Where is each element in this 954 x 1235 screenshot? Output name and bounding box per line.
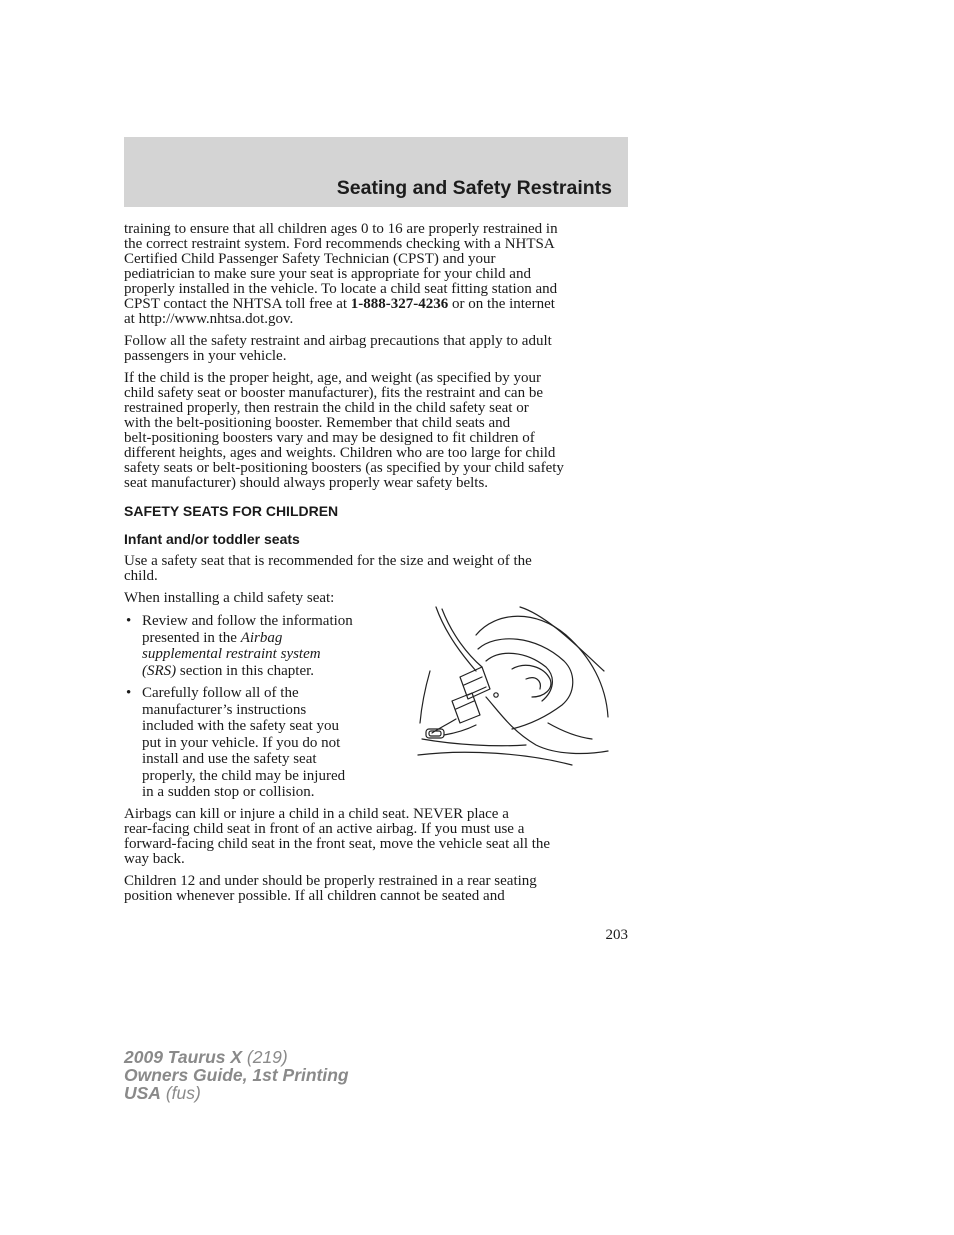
footer-model-name: 2009 Taurus X: [124, 1047, 243, 1067]
bullet-item-manufacturer-instructions: [124, 685, 386, 801]
footer-line-printing: Owners Guide, 1st Printing: [124, 1065, 349, 1085]
section-header-band: [124, 137, 628, 207]
paragraph-proper-restraint: If the child is the proper height, age, and weight (as specified by your child safety seat or booster manufacturer), fits the restraint and can be restrained properly, then restrain the child in the child safety seat or with the belt-positioning booster. Remember that child seats and belt-positioning boosters vary and may be designed to fit children of different heights, ages and weights. Children who are too large for child safety seats or belt-positioning boosters (as specified by your child safety seat manufacturer) should always properly wear safety belts.: [124, 370, 564, 491]
footer-line-market: [124, 1084, 349, 1102]
section-title: Seating and Safety Restraints: [336, 177, 612, 199]
footer-model-code: (219): [242, 1047, 288, 1067]
airbag-section-reference: Airbag supplemental restraint system (SRS): [142, 629, 321, 679]
paragraph-adult-precautions: Follow all the safety restraint and airbag precautions that apply to adult passengers in your vehicle.: [124, 333, 552, 364]
footer-market-code: (fus): [160, 1083, 201, 1103]
bullet-item-review-info: [124, 613, 386, 679]
child-seat-buckle-illustration: [416, 605, 610, 767]
nhtsa-phone-number: 1-888-327-4236: [350, 296, 449, 312]
paragraph-cpst-text: training to ensure that all children ages 0 to 16 are properly restrained in the correct restraint system. Ford recommends checking with a NHTSA Certified Child Passenger Safety Technician (CPST) and your pediatrician to make sure your seat is appropriate for your child and properly installed in the vehicle. To locate a child seat fitting station and CPST contact the NHTSA toll free at: [124, 221, 558, 312]
footer-market: USA: [124, 1083, 161, 1103]
bullet-icon: •: [126, 613, 132, 629]
bullet-text: Carefully follow all of the manufacturer’s instructions included with the safety seat you put in your vehicle. If you do not install and use the safety seat properly, the child may be injured in a sudden stop or collision.: [142, 685, 346, 800]
installation-bullet-list: [124, 613, 386, 807]
bullet-text: Review and follow the information presented in the: [142, 613, 353, 646]
paragraph-cpst: [124, 222, 630, 327]
section-heading-safety-seats: SAFETY SEATS FOR CHILDREN: [124, 503, 339, 519]
page-number: 203: [605, 927, 628, 943]
paragraph-rear-seating: Children 12 and under should be properly restrained in a rear seating position whenever possible. If all children cannot be seated and: [124, 873, 537, 904]
paragraph-installing-intro: When installing a child safety seat:: [124, 590, 335, 606]
bullet-icon: •: [126, 685, 132, 701]
bullet-text-end: section in this chapter.: [176, 662, 315, 679]
paragraph-airbag-warning: Airbags can kill or injure a child in a child seat. NEVER place a rear-facing child seat in front of an active airbag. If you must use a forward-facing child seat in the front seat, move the vehicle seat all the way back.: [124, 806, 551, 867]
subheading-infant-toddler: Infant and/or toddler seats: [124, 531, 300, 547]
document-footer: [124, 1048, 349, 1102]
paragraph-cpst-text-end: or on the internet at http://www.nhtsa.dot.gov.: [124, 296, 555, 327]
paragraph-recommended-seat: Use a safety seat that is recommended for the size and weight of the child.: [124, 553, 532, 584]
footer-line-model: [124, 1048, 349, 1066]
page-content: [124, 222, 630, 911]
bullets-with-illustration: [124, 613, 630, 807]
